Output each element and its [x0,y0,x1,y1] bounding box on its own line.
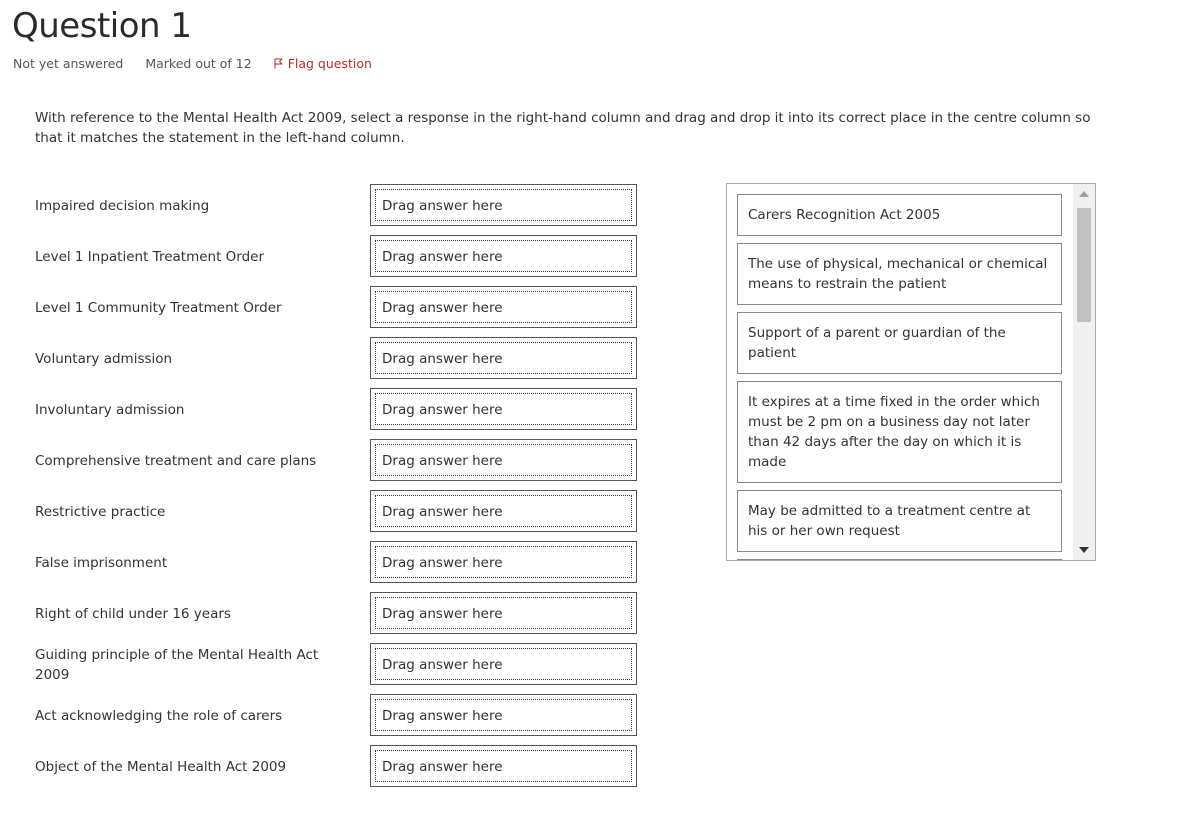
answer-option[interactable]: Carers Recognition Act 2005 [737,194,1062,236]
drop-zone[interactable] [370,439,637,481]
statement-label: Act acknowledging the role of carers [35,708,283,724]
answer-option[interactable]: It expires at a time fixed in the order which must be 2 pm on a business day not later than 42 days after the day on which it is made [737,381,1062,483]
question-marks: Marked out of 12 [145,55,252,71]
statement-label: Restrictive practice [35,504,166,520]
drop-zone-placeholder[interactable]: Drag answer here [375,750,632,782]
drop-zone[interactable] [370,286,637,328]
answer-option[interactable]: May be admitted to a treatment centre at his or her own request [737,490,1062,552]
drop-zone[interactable] [370,235,637,277]
scroll-thumb[interactable] [1077,208,1091,322]
answer-option[interactable]: Support of a parent or guardian of the patient [737,312,1062,374]
drop-zone-placeholder[interactable]: Drag answer here [375,189,632,221]
statement-label: Comprehensive treatment and care plans [35,453,317,469]
drop-zone-placeholder[interactable]: Drag answer here [375,342,632,374]
drop-zone[interactable] [370,643,637,685]
drop-zone[interactable] [370,388,637,430]
drop-zone[interactable] [370,490,637,532]
drop-zone-placeholder[interactable]: Drag answer here [375,240,632,272]
answer-pool-scrollbar[interactable] [1073,184,1095,560]
statement-label: Object of the Mental Health Act 2009 [35,759,287,775]
drop-zone[interactable] [370,745,637,787]
drop-zone[interactable] [370,337,637,379]
statement-label: Level 1 Inpatient Treatment Order [35,249,265,265]
flag-icon [274,58,288,69]
drop-zone[interactable] [370,592,637,634]
question-title: Question 1 [12,6,192,46]
drop-zone-placeholder[interactable]: Drag answer here [375,495,632,527]
drop-zone-placeholder[interactable]: Drag answer here [375,444,632,476]
statement-label: Involuntary admission [35,402,185,418]
question-status: Not yet answered [13,55,124,71]
answer-pool[interactable] [726,183,1096,561]
answer-option[interactable]: The use of physical, mechanical or chemical means to restrain the patient [737,243,1062,305]
flag-question-label: Flag question [287,55,372,71]
statement-label: Guiding principle of the Mental Health Act 2009 [35,647,319,683]
drop-zone-placeholder[interactable]: Drag answer here [375,597,632,629]
statement-label: Impaired decision making [35,198,210,214]
drop-zone-placeholder[interactable]: Drag answer here [375,648,632,680]
drop-zone[interactable] [370,184,637,226]
statement-label: False imprisonment [35,555,168,571]
caret-up-icon [1079,191,1089,197]
drop-zone-placeholder[interactable]: Drag answer here [375,393,632,425]
drop-zone-placeholder[interactable]: Drag answer here [375,699,632,731]
scroll-up-button[interactable] [1073,184,1095,204]
statement-label: Right of child under 16 years [35,606,231,622]
statement-label: Voluntary admission [35,351,173,367]
drop-zone-placeholder[interactable]: Drag answer here [375,291,632,323]
statement-label: Level 1 Community Treatment Order [35,300,282,316]
flag-question-button[interactable] [274,56,372,71]
answer-option[interactable] [737,559,1062,561]
drop-zone[interactable] [370,541,637,583]
drop-zone-placeholder[interactable]: Drag answer here [375,546,632,578]
drop-zone[interactable] [370,694,637,736]
question-meta [13,55,372,71]
answer-pool-list [737,194,1062,561]
caret-down-icon [1079,547,1089,553]
scroll-down-button[interactable] [1073,540,1095,560]
question-instructions: With reference to the Mental Health Act 2009, select a response in the right-hand column and drag and drop it into its correct place in the centre column so that it matches the statement in the left-hand column. [35,110,1091,146]
